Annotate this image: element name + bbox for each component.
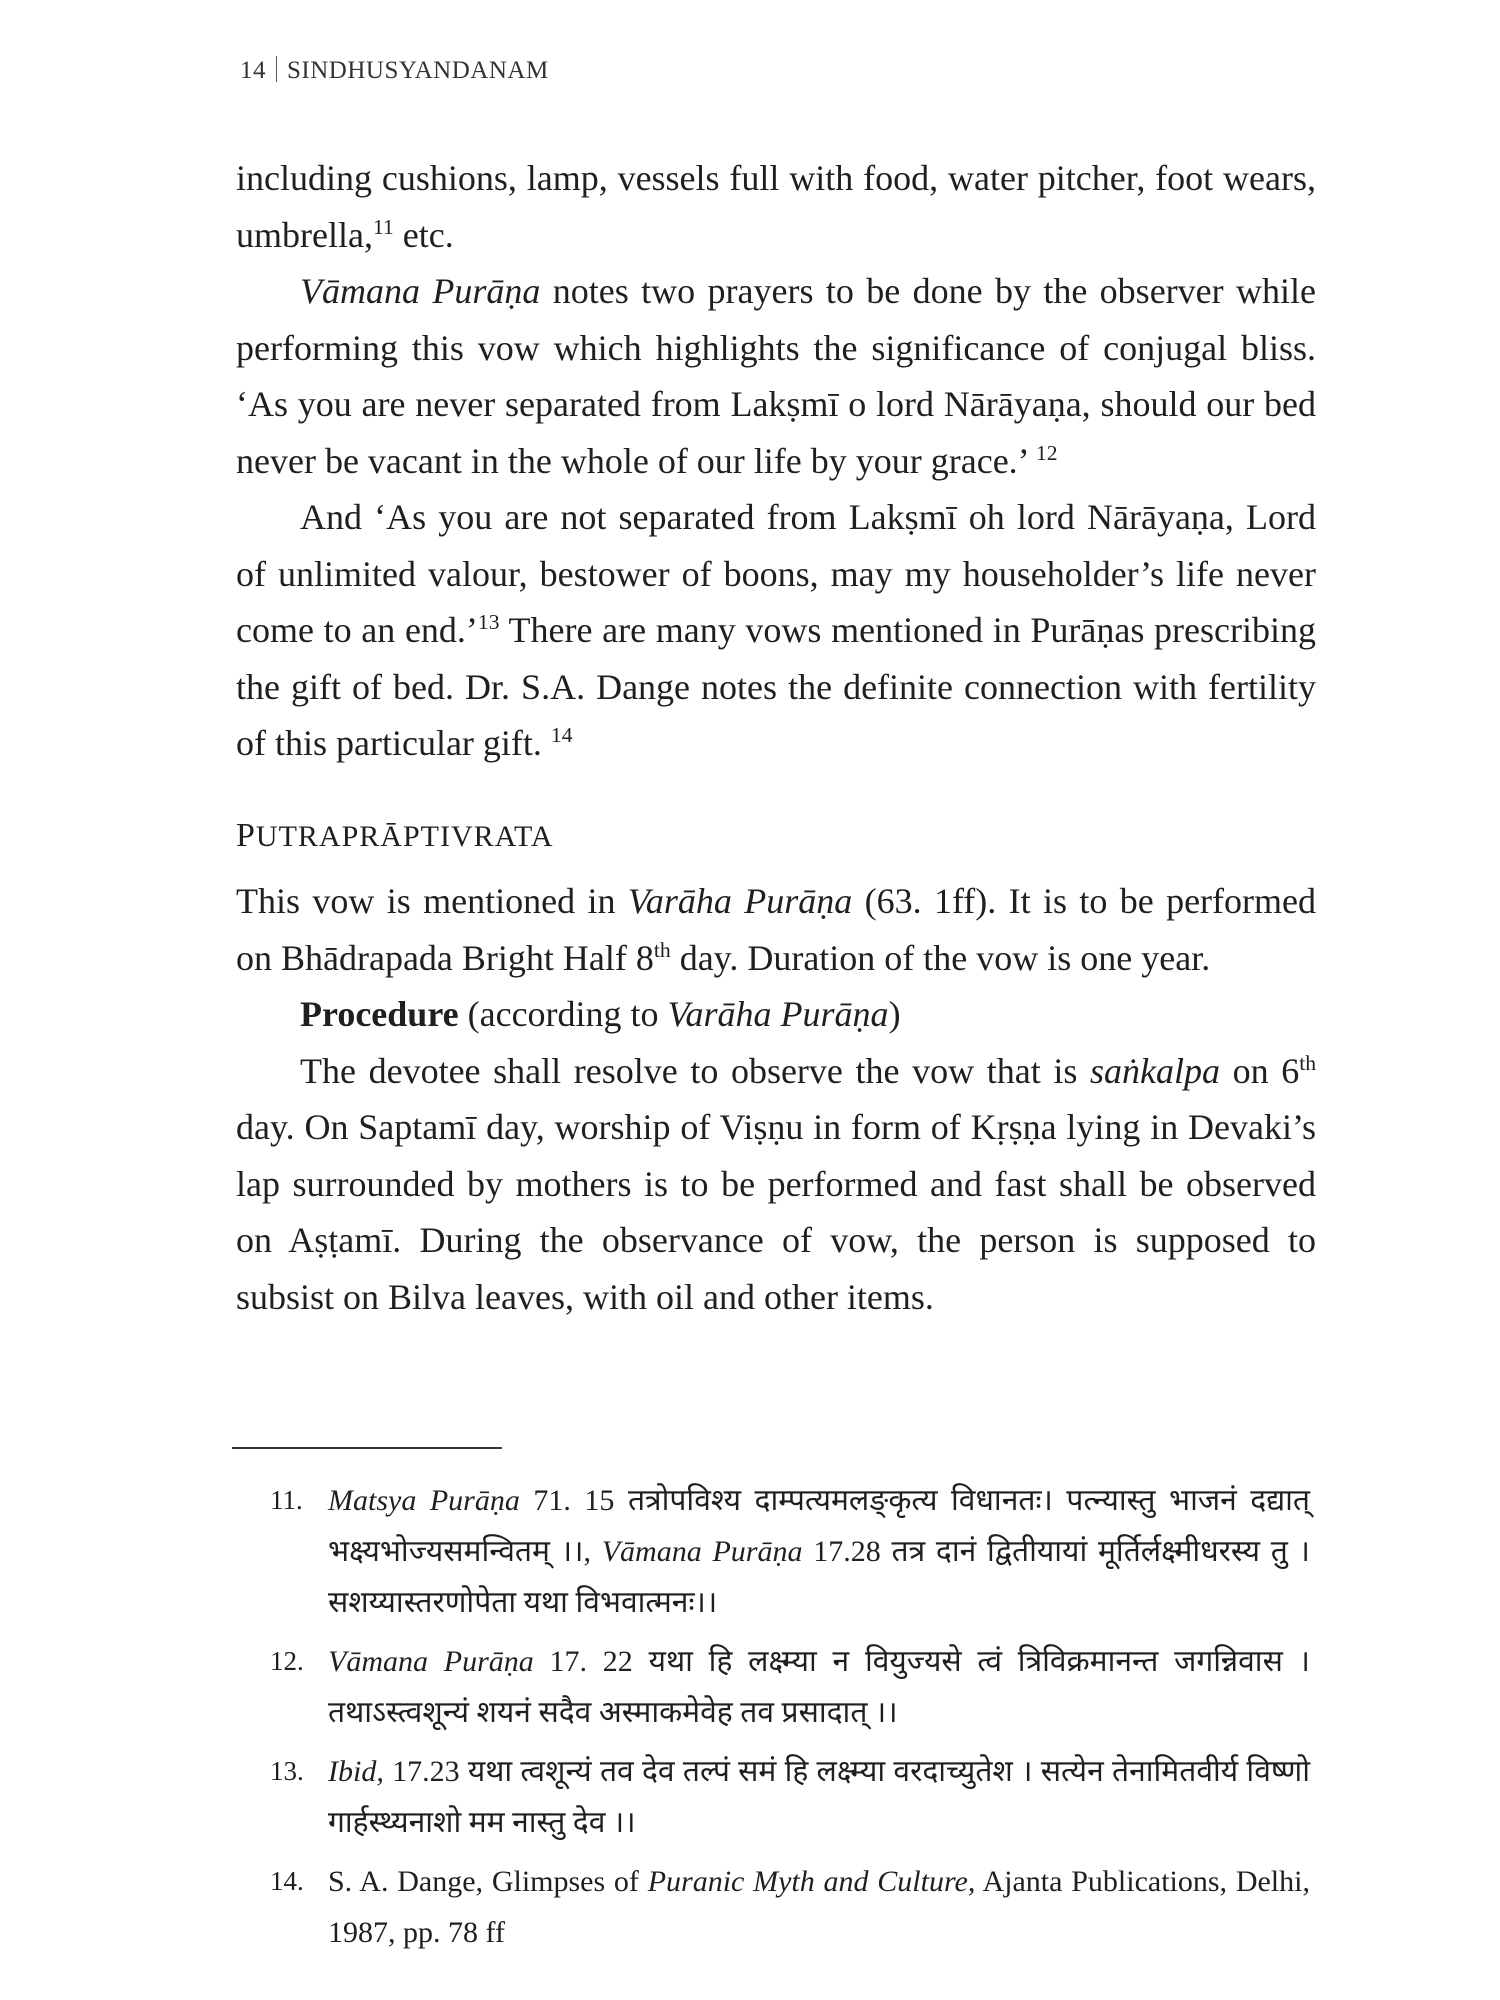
paragraph-text: including cushions, lamp, vessels full with food, water pitcher, foot wears, umbrella, xyxy=(236,158,1316,255)
italic-title: Vāmana Purāṇa xyxy=(328,1645,534,1678)
ordinal-suffix: th xyxy=(653,937,671,962)
paragraph-text: on 6 xyxy=(1219,1050,1300,1091)
footnote-ref-12: 12 xyxy=(1036,440,1058,465)
footnote-text: 71. 15 तत्रोपविश्य दाम्पत्यमलङ्कृत्य विधानतः। पत्न्यास्तु भाजनं दद्यात् भक्ष्यभोज्यसमन्वितम् ।।, xyxy=(328,1484,1310,1568)
footnote-number: 13. xyxy=(270,1756,304,1786)
italic-title: Ibid, xyxy=(328,1755,384,1788)
procedure-line xyxy=(236,986,1316,1043)
italic-title: Varāha Purāṇa xyxy=(627,881,853,921)
footnote-text: 17.28 तत्र दानं द्वितीयायां मूर्तिर्लक्ष्मीधरस्य तु । सशय्यास्तरणोपेता यथा विभवात्मनः।। xyxy=(328,1535,1310,1619)
paragraph-3 xyxy=(236,489,1316,772)
heading-initial: P xyxy=(236,816,256,854)
running-header xyxy=(240,56,549,85)
paragraph-text: And ‘As you are not separated from Lakṣmī oh lord Nārāyaṇa, Lord of unlimited valour, bestower of boons, may my householder’s life never come to an end.’ xyxy=(236,497,1316,650)
paragraph-1 xyxy=(236,150,1316,263)
paragraph-text: day. Duration of the vow is one year. xyxy=(670,937,1211,978)
procedure-label: Procedure xyxy=(300,994,459,1034)
footnote-number: 12. xyxy=(270,1646,304,1676)
paragraph-text: (according to xyxy=(458,994,668,1034)
italic-title: Varāha Purāṇa xyxy=(667,994,889,1034)
footnote-13 xyxy=(270,1746,1310,1848)
paragraph-text: There are many vows mentioned in Purāṇas prescribing the gift of bed. Dr. S.A. Dange notes the definite connection with fertility of this particular gift. xyxy=(236,610,1316,763)
section-heading xyxy=(236,808,1316,866)
header-divider xyxy=(276,56,277,82)
italic-title: Matsya Purāṇa xyxy=(328,1484,520,1517)
italic-title: Puranic Myth and Culture, xyxy=(647,1865,976,1898)
italic-term: saṅkalpa xyxy=(1089,1050,1220,1091)
paragraph-text: etc. xyxy=(393,214,454,255)
italic-title: Vāmana Purāṇa xyxy=(601,1535,803,1568)
footnote-text: S. A. Dange, Glimpses of xyxy=(328,1865,648,1898)
book-title: SINDHUSYANDANAM xyxy=(287,57,549,84)
paragraph-2 xyxy=(236,263,1316,489)
footnote-14 xyxy=(270,1856,1310,1958)
footnote-ref-14: 14 xyxy=(550,723,573,747)
paragraph-text: This vow is mentioned in xyxy=(236,881,628,921)
footnote-rule xyxy=(232,1447,502,1449)
heading-rest: UTRAPRĀPTIVRATA xyxy=(255,819,554,853)
procedure-detail xyxy=(236,1043,1316,1326)
ordinal-suffix: th xyxy=(1299,1050,1316,1075)
footnote-text: Ajanta Publications, Delhi, 1987, pp. 78 ff xyxy=(328,1865,1310,1949)
footnote-ref-11: 11 xyxy=(372,214,394,239)
main-text xyxy=(236,150,1316,1325)
footnote-ref-13: 13 xyxy=(477,610,500,634)
footnotes xyxy=(270,1475,1310,1966)
footnote-number: 14. xyxy=(270,1866,304,1896)
footnote-text: 17.23 यथा त्वशून्यं तव देव तल्पं समं हि लक्ष्म्या वरदाच्युतेश । सत्येन तेनामितवीर्य विष्णो गार्हस्थ्यनाशो मम नास्तु देव ।। xyxy=(328,1755,1310,1839)
paragraph-text: The devotee shall resolve to observe the vow that is xyxy=(300,1050,1090,1091)
paragraph-text: (63. 1ff). It is to be performed on Bhādrapada Bright Half 8 xyxy=(236,881,1317,978)
paragraph-text: day. On Saptamī day, worship of Viṣṇu in form of Kṛṣṇa lying in Devaki’s lap surrounded by mothers is to be performed and fast shall be observed on Aṣṭamī. During the observance of vow, the person is supposed to subsist on Bilva leaves, with oil and other items. xyxy=(236,1107,1316,1317)
paragraph-text: notes two prayers to be done by the observer while performing this vow which highlights the significance of conjugal bliss. ‘As you are never separated from Lakṣmī o lord Nārāyaṇa, should our bed never be vacant in the whole of our life by your grace.’ xyxy=(236,271,1316,481)
italic-title: Vāmana Purāṇa xyxy=(300,271,541,311)
page-number: 14 xyxy=(240,57,266,84)
footnote-text: 17. 22 यथा हि लक्ष्म्या न वियुज्यसे त्वं त्रिविक्रमानन्त जगन्निवास । तथाऽस्त्वशून्यं शयनं सदैव अस्माकमेवेह तव प्रसादात् ।। xyxy=(328,1645,1310,1729)
footnote-11 xyxy=(270,1475,1310,1628)
paragraph-text: ) xyxy=(888,994,901,1034)
section-intro xyxy=(236,873,1316,986)
footnote-12 xyxy=(270,1636,1310,1738)
footnote-number: 11. xyxy=(270,1485,303,1515)
